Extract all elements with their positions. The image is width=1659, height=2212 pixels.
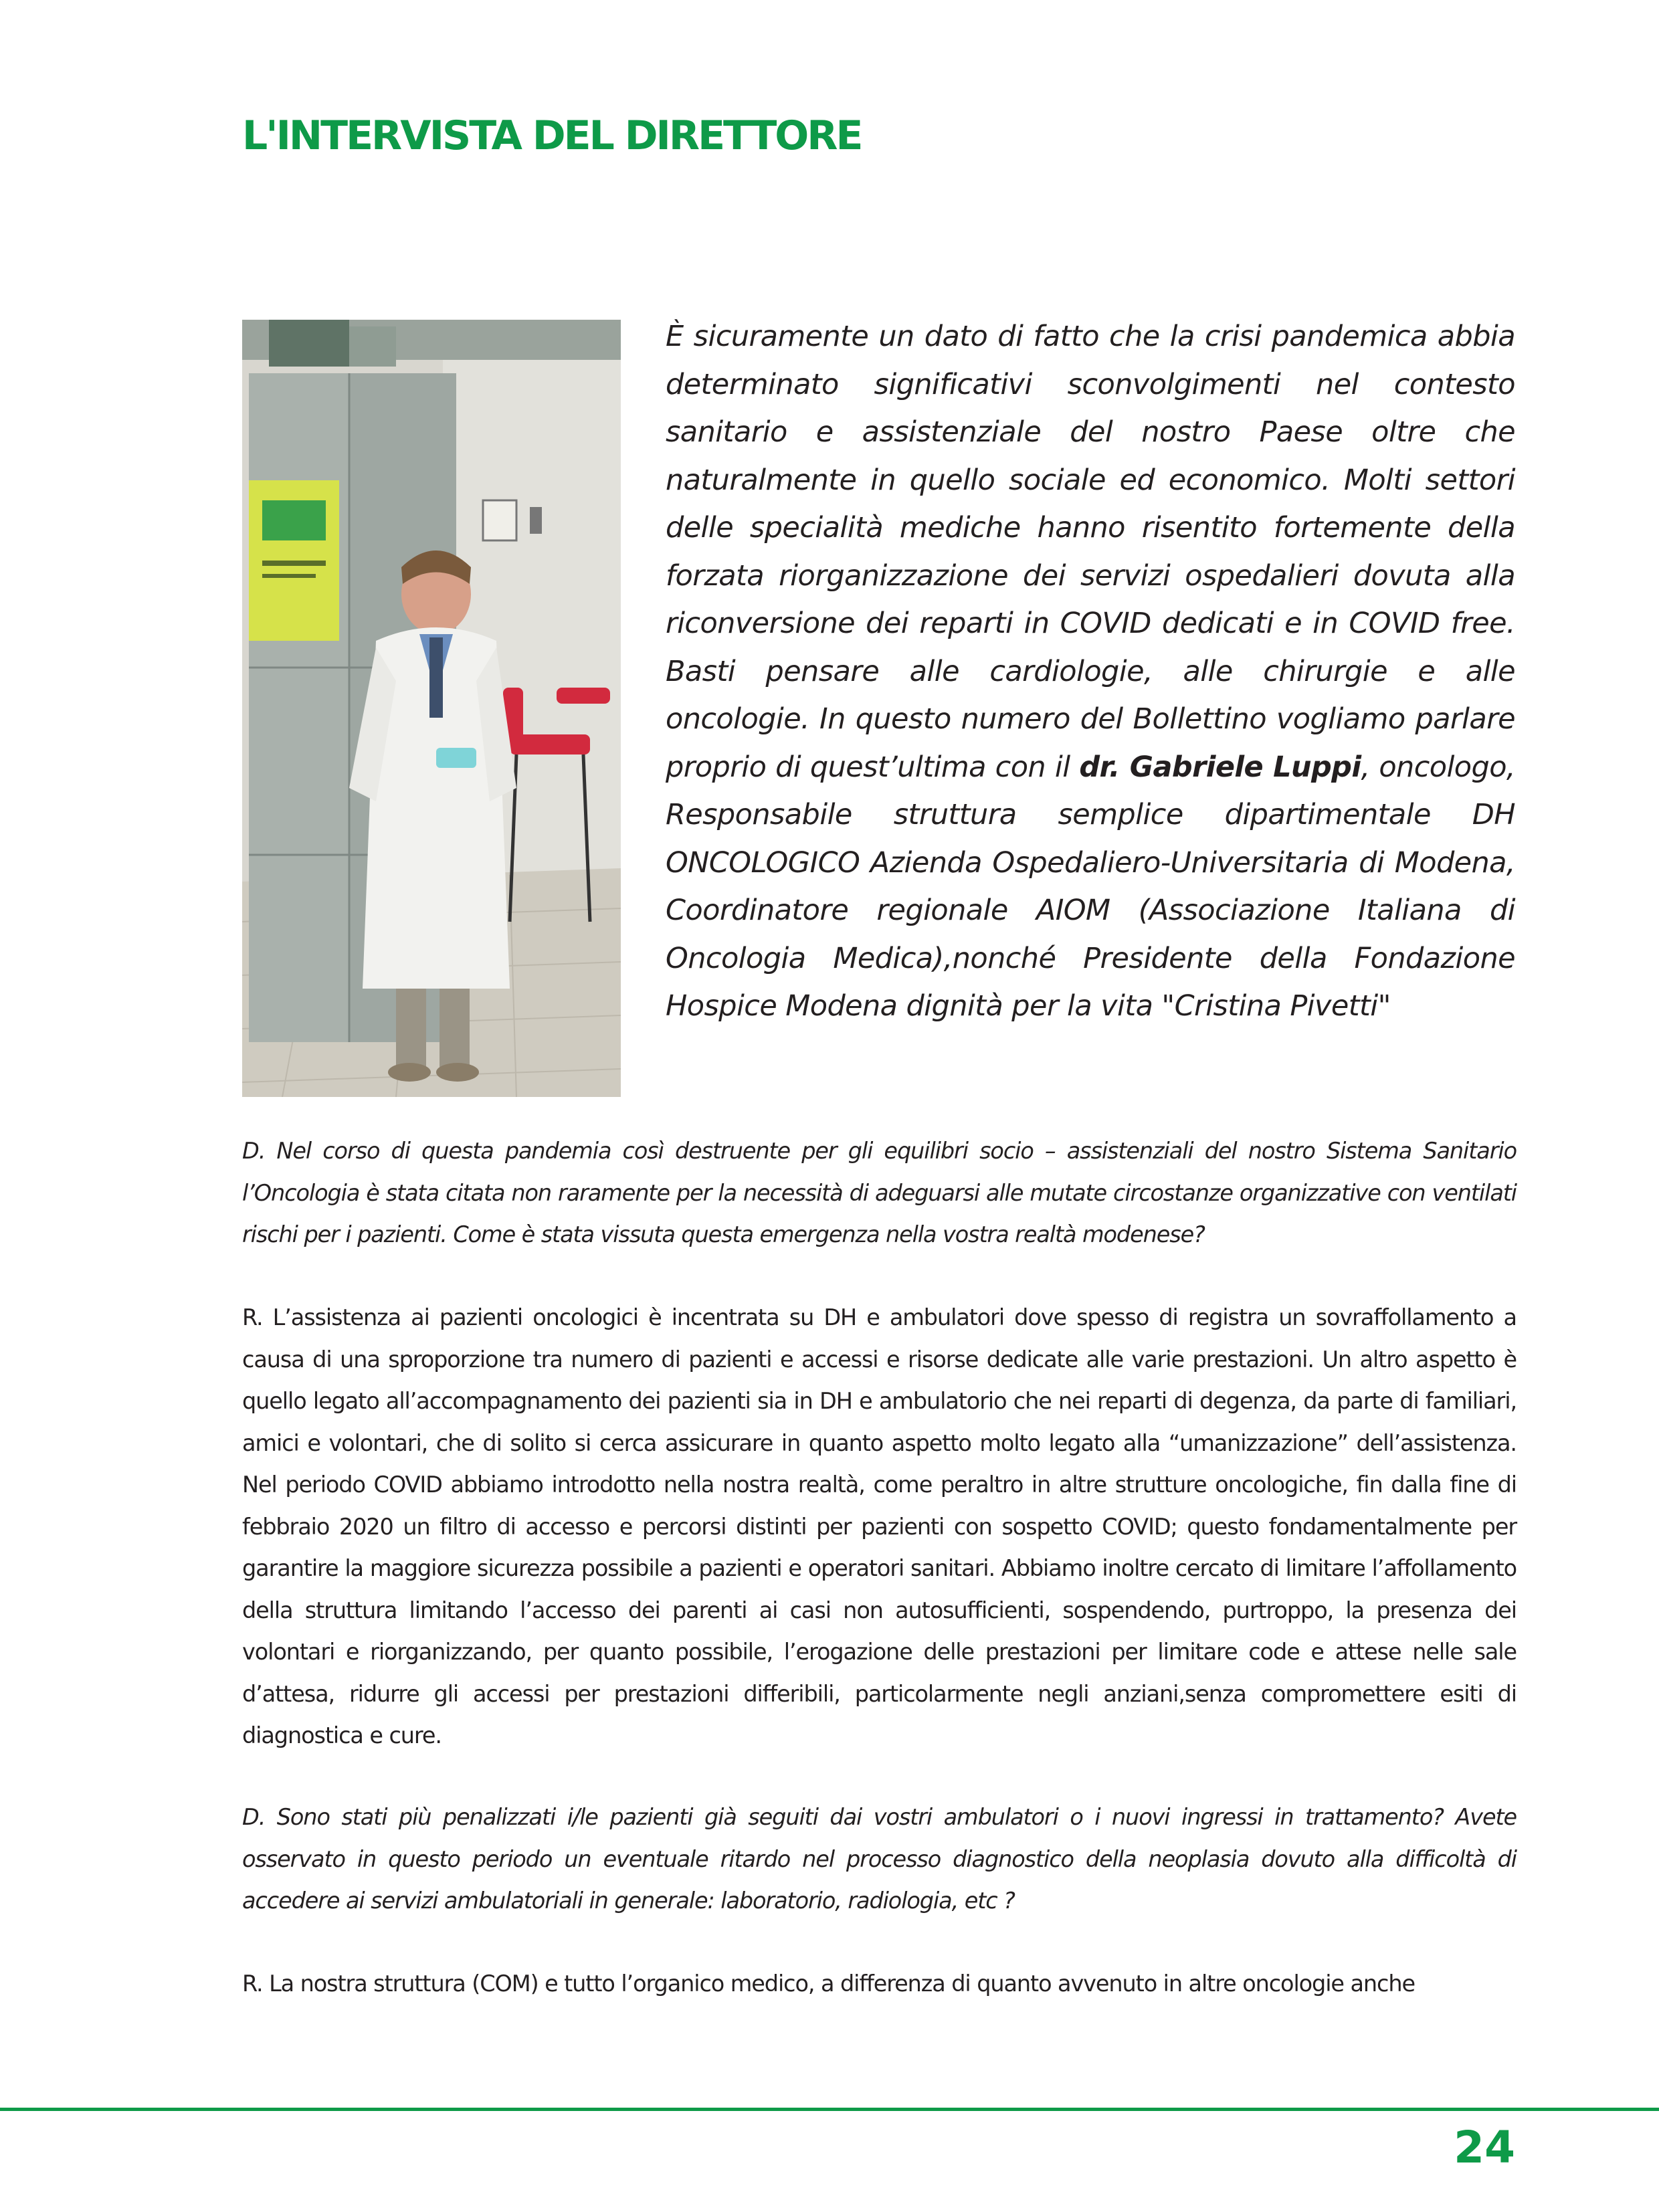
interviewee-name: dr. Gabriele Luppi	[1079, 750, 1361, 784]
page-number: 24	[1454, 2122, 1515, 2173]
question-1: D. Nel corso di questa pandemia così destruente per gli equilibri socio – assistenziali del nostro Sistema Sanitario l’Oncologia è stata citata non raramente per la necessità di adeguarsi alle mutate circostanze organizzative con ventilati rischi per i pazienti. Come è stata vissuta questa emergenza nella vostra realtà modenese?	[242, 1138, 1517, 1247]
footer-divider	[0, 2108, 1659, 2111]
intro-text-part2: , oncologo, Responsabile struttura semplice dipartimentale DH ONCOLOGICO Azienda Ospedaliero-Universitaria di Modena, Coordinatore regionale AIOM (Associazione Italiana di Oncologia Medica),nonché Presidente della Fondazione Hospice Modena dignità per la vita "Cristina Pivetti"	[666, 750, 1515, 1023]
doctor-portrait-photo	[242, 320, 621, 1097]
page-title: L'INTERVISTA DEL DIRETTORE	[242, 112, 862, 159]
answer-1: R. L’assistenza ai pazienti oncologici è incentrata su DH e ambulatori dove spesso di registra un sovraffollamento a causa di una sproporzione tra numero di pazienti e accessi e risorse dedicate alle varie prestazioni. Un altro aspetto è quello legato all’accompagnamento dei pazienti sia in DH e ambulatorio che nei reparti di degenza, da parte di familiari, amici e volontari, che di solito si cerca assicurare in quanto aspetto molto legato alla “umanizzazione” dell’assistenza. Nel periodo COVID abbiamo introdotto nella nostra realtà, come peraltro in altre strutture oncologiche, fin dalla fine di febbraio 2020 un filtro di accesso e percorsi distinti per pazienti con sospetto COVID; questo fondamentalmente per garantire la maggiore sicurezza possibile a pazienti e operatori sanitari. Abbiamo inoltre cercato di limitare l’affollamento della struttura limitando l’accesso dei parenti ai casi non autosufficienti, sospendendo, purtroppo, la presenza dei volontari e riorganizzando, per quanto possibile, l’erogazione delle prestazioni per limitare code e attese nelle sale d’attesa, ridurre gli accessi per prestazioni differibili, particolarmente negli anziani,senza compromettere esiti di diagnostica e cure.	[242, 1304, 1517, 1748]
intro-paragraph	[666, 313, 1515, 1031]
intro-text-part1: È sicuramente un dato di fatto che la crisi pandemica abbia determinato significativi sconvolgimenti nel contesto sanitario e assistenziale del nostro Paese oltre che naturalmente in quello sociale ed economico. Molti settori delle specialità mediche hanno risentito fortemente della forzata riorganizzazione dei servizi ospedalieri dovuta alla riconversione dei reparti in COVID dedicati e in COVID free. Basti pensare alle cardiologie, alle chirurgie e alle oncologie. In questo numero del Bollettino vogliamo parlare proprio di quest’ultima con il	[666, 320, 1515, 784]
answer-2: R. La nostra struttura (COM) e tutto l’organico medico, a differenza di quanto avvenuto in altre oncologie anche	[242, 1971, 1416, 1997]
question-2: D. Sono stati più penalizzati i/le pazienti già seguiti dai vostri ambulatori o i nuovi ingressi in trattamento? Avete osservato in questo periodo un eventuale ritardo nel processo diagnostico della neoplasia dovuto alla difficoltà di accedere ai servizi ambulatoriali in generale: laboratorio, radiologia, etc ?	[242, 1804, 1517, 1914]
